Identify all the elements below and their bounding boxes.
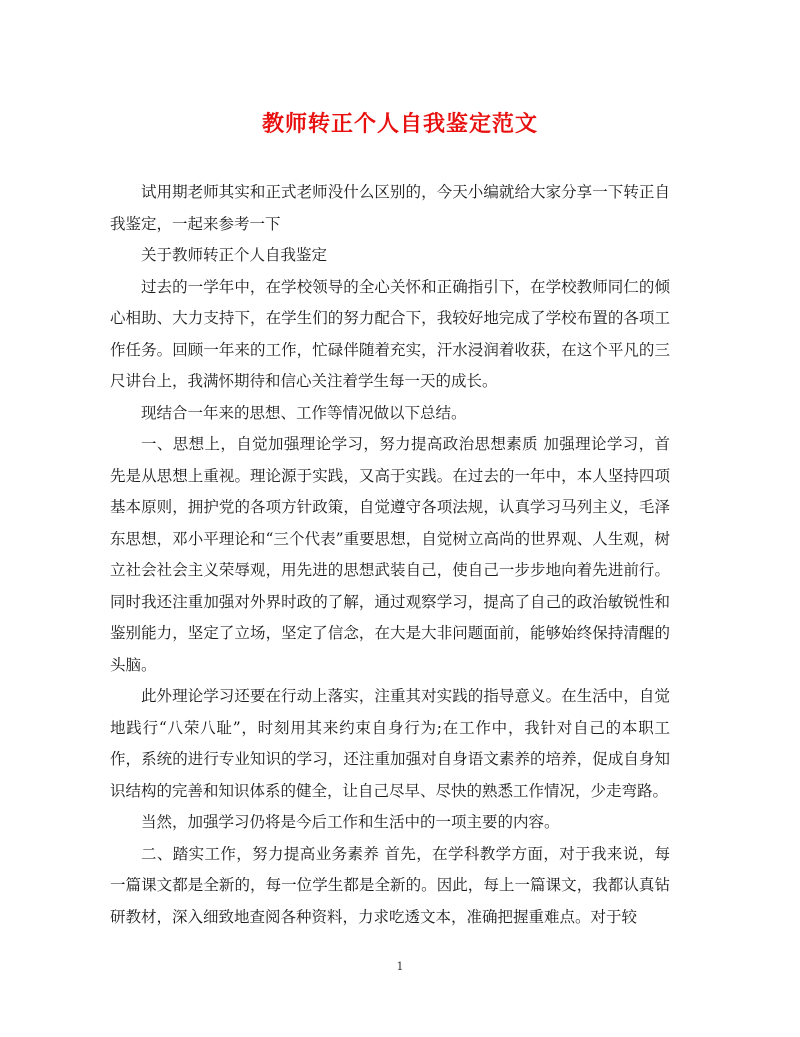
page-number: 1 <box>396 960 404 973</box>
paragraph-review: 过去的一学年中，在学校领导的全心关怀和正确指引下，在学校教师同仁的倾心相助、大力支持下，在学生们的努力配合下，我较好地完成了学校布置的各项工作任务。回顾一年来的工作，忙碌伴随着充实，汗水浸润着收获，在这个平凡的三尺讲台上，我满怀期待和信心关注着学生每一天的成长。 <box>110 277 670 390</box>
paragraph-intro: 试用期老师其实和正式老师没什么区别的，今天小编就给大家分享一下转正自我鉴定，一起来参考一下 <box>110 183 670 233</box>
paragraph-subtitle: 关于教师转正个人自我鉴定 <box>141 246 328 264</box>
paragraph-learning: 当然，加强学习仍将是今后工作和生活中的一项主要的内容。 <box>141 813 560 831</box>
document-title: 教师转正个人自我鉴定范文 <box>261 111 538 137</box>
paragraph-work: 二、踏实工作，努力提高业务素养 首先，在学科教学方面，对于我来说，每一篇课文都是全新的，每一位学生都是全新的。因此，每上一篇课文，我都认真钻研教材，深入细致地查阅各种资料，力求吃透文本，准确把握重难点。对于较 <box>110 844 670 926</box>
paragraph-thought: 一、思想上，自觉加强理论学习，努力提高政治思想素质 加强理论学习，首先是从思想上重视。理论源于实践，又高于实践。在过去的一年中，本人坚持四项基本原则，拥护党的各项方针政策，自觉遵守各项法规，认真学习马列主义，毛泽东思想，邓小平理论和“三个代表”重要思想，自觉树立高尚的世界观、人生观，树立社会社会主义荣辱观，用先进的思想武装自己，使自己一步步地向着先进前行。同时我还注重加强对外界时政的了解，通过观察学习，提高了自己的政治敏锐性和鉴别能力，坚定了立场，坚定了信念，在大是大非问题面前，能够始终保持清醒的头脑。 <box>110 435 670 674</box>
paragraph-practice: 此外理论学习还要在行动上落实，注重其对实践的指导意义。在生活中，自觉地践行“八荣八耻”，时刻用其来约束自身行为;在工作中，我针对自己的本职工作，系统的进行专业知识的学习，还注重加强对自身语文素养的培养，促成自身知识结构的完善和知识体系的健全，让自己尽早、尽快的熟悉工作情况，少走弯路。 <box>110 687 670 800</box>
document-body <box>110 177 670 933</box>
paragraph-summary-intro: 现结合一年来的思想、工作等情况做以下总结。 <box>141 403 467 422</box>
